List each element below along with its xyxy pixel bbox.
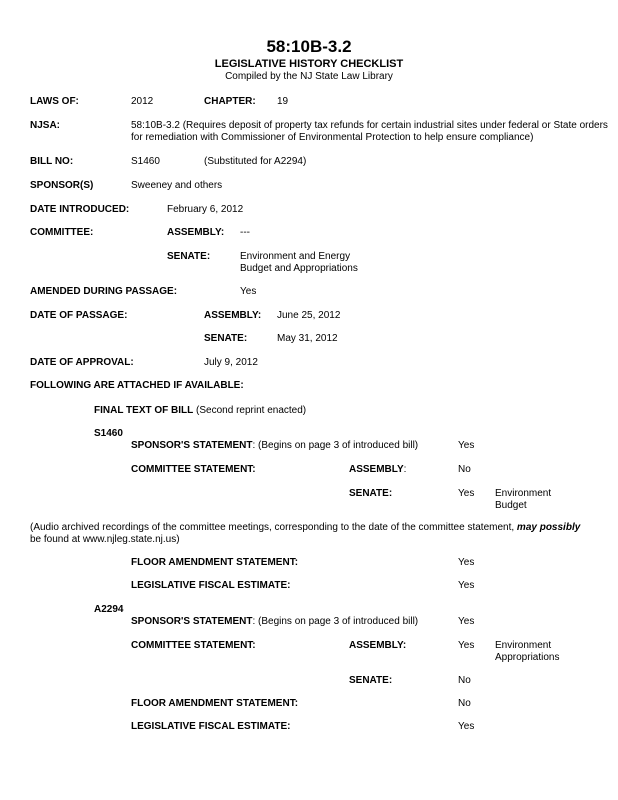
s1460-assembly-row bbox=[349, 464, 406, 476]
a2294-senate-label: SENATE: bbox=[349, 675, 393, 686]
committee-senate-label: SENATE: bbox=[167, 251, 211, 262]
a2294-assembly-committee-line-1: Environment bbox=[495, 640, 552, 651]
s1460-sponsor-statement-value: Yes bbox=[458, 440, 475, 451]
sponsor-label: SPONSOR(S) bbox=[30, 180, 94, 191]
laws-of-label: LAWS OF: bbox=[30, 96, 79, 107]
audio-note-emphasis: may possibly bbox=[516, 522, 581, 533]
s1460-label: S1460 bbox=[94, 428, 123, 439]
following-attached-heading: FOLLOWING ARE ATTACHED IF AVAILABLE: bbox=[30, 380, 244, 391]
final-text-note: (Second reprint enacted) bbox=[196, 405, 307, 416]
njsa-label: NJSA: bbox=[30, 120, 61, 131]
committee-assembly-value: --- bbox=[240, 227, 250, 238]
a2294-floor-amendment-value: No bbox=[458, 698, 471, 709]
chapter-value: 19 bbox=[277, 96, 289, 107]
s1460-floor-amendment-value: Yes bbox=[458, 557, 475, 568]
passage-assembly-value: June 25, 2012 bbox=[277, 310, 341, 321]
a2294-sponsor-statement-label: SPONSOR'S STATEMENT bbox=[131, 616, 253, 627]
s1460-senate-committee-line-2: Budget bbox=[495, 500, 527, 511]
compiled-by: Compiled by the NJ State Law Library bbox=[225, 71, 393, 82]
a2294-assembly-label: ASSEMBLY: bbox=[349, 640, 407, 651]
audio-note-text: (Audio archived recordings of the committee meetings, corresponding to the date of the committee statement, bbox=[30, 522, 517, 533]
s1460-assembly-colon: : bbox=[403, 464, 407, 475]
s1460-floor-amendment-label: FLOOR AMENDMENT STATEMENT: bbox=[131, 557, 299, 568]
passage-assembly-label: ASSEMBLY: bbox=[204, 310, 262, 321]
amended-label: AMENDED DURING PASSAGE: bbox=[30, 286, 178, 297]
audio-note-line-2: be found at www.njleg.state.nj.us) bbox=[30, 534, 180, 545]
final-text-row bbox=[94, 405, 306, 417]
s1460-fiscal-estimate-label: LEGISLATIVE FISCAL ESTIMATE: bbox=[131, 580, 291, 591]
date-of-approval-value: July 9, 2012 bbox=[204, 357, 258, 368]
amended-value: Yes bbox=[240, 286, 257, 297]
committee-senate-line-2: Budget and Appropriations bbox=[240, 263, 358, 274]
a2294-sponsor-statement-row bbox=[131, 616, 418, 628]
a2294-assembly-committee-line-2: Appropriations bbox=[495, 652, 560, 663]
a2294-floor-amendment-label: FLOOR AMENDMENT STATEMENT: bbox=[131, 698, 299, 709]
s1460-senate-committee-line-1: Environment bbox=[495, 488, 552, 499]
njsa-line-2: for remediation with Commissioner of Environmental Protection to help ensure compliance) bbox=[131, 132, 534, 143]
sponsor-value: Sweeney and others bbox=[131, 180, 223, 191]
audio-note-line-1 bbox=[30, 522, 580, 534]
passage-senate-label: SENATE: bbox=[204, 333, 248, 344]
date-introduced-label: DATE INTRODUCED: bbox=[30, 204, 130, 215]
date-introduced-value: February 6, 2012 bbox=[167, 204, 244, 215]
final-text-label: FINAL TEXT OF BILL bbox=[94, 405, 194, 416]
a2294-fiscal-estimate-value: Yes bbox=[458, 721, 475, 732]
committee-label: COMMITTEE: bbox=[30, 227, 94, 238]
s1460-assembly-value: No bbox=[458, 464, 471, 475]
s1460-fiscal-estimate-value: Yes bbox=[458, 580, 475, 591]
s1460-senate-label: SENATE: bbox=[349, 488, 393, 499]
s1460-senate-value: Yes bbox=[458, 488, 475, 499]
laws-of-value: 2012 bbox=[131, 96, 154, 107]
a2294-fiscal-estimate-label: LEGISLATIVE FISCAL ESTIMATE: bbox=[131, 721, 291, 732]
njsa-line-1: 58:10B-3.2 (Requires deposit of property tax refunds for certain industrial sites under federal or State orders bbox=[131, 120, 608, 131]
s1460-assembly-label: ASSEMBLY bbox=[349, 464, 404, 475]
a2294-committee-statement-label: COMMITTEE STATEMENT: bbox=[131, 640, 256, 651]
date-of-approval-label: DATE OF APPROVAL: bbox=[30, 357, 134, 368]
s1460-sponsor-statement-row bbox=[131, 440, 418, 452]
committee-senate-line-1: Environment and Energy bbox=[240, 251, 351, 262]
bill-no-value: S1460 bbox=[131, 156, 160, 167]
page-title: 58:10B-3.2 bbox=[266, 37, 352, 56]
chapter-label: CHAPTER: bbox=[204, 96, 256, 107]
a2294-sponsor-statement-value: Yes bbox=[458, 616, 475, 627]
a2294-senate-value: No bbox=[458, 675, 471, 686]
passage-senate-value: May 31, 2012 bbox=[277, 333, 338, 344]
a2294-label: A2294 bbox=[94, 604, 124, 615]
page-subtitle: LEGISLATIVE HISTORY CHECKLIST bbox=[214, 58, 404, 70]
s1460-sponsor-statement-note: : (Begins on page 3 of introduced bill) bbox=[252, 440, 419, 451]
date-of-passage-label: DATE OF PASSAGE: bbox=[30, 310, 128, 321]
committee-assembly-label: ASSEMBLY: bbox=[167, 227, 225, 238]
bill-substituted: (Substituted for A2294) bbox=[204, 156, 307, 167]
s1460-sponsor-statement-label: SPONSOR'S STATEMENT bbox=[131, 440, 253, 451]
bill-no-label: BILL NO: bbox=[30, 156, 74, 167]
a2294-sponsor-statement-note: : (Begins on page 3 of introduced bill) bbox=[252, 616, 419, 627]
s1460-committee-statement-label: COMMITTEE STATEMENT: bbox=[131, 464, 256, 475]
a2294-assembly-value: Yes bbox=[458, 640, 475, 651]
